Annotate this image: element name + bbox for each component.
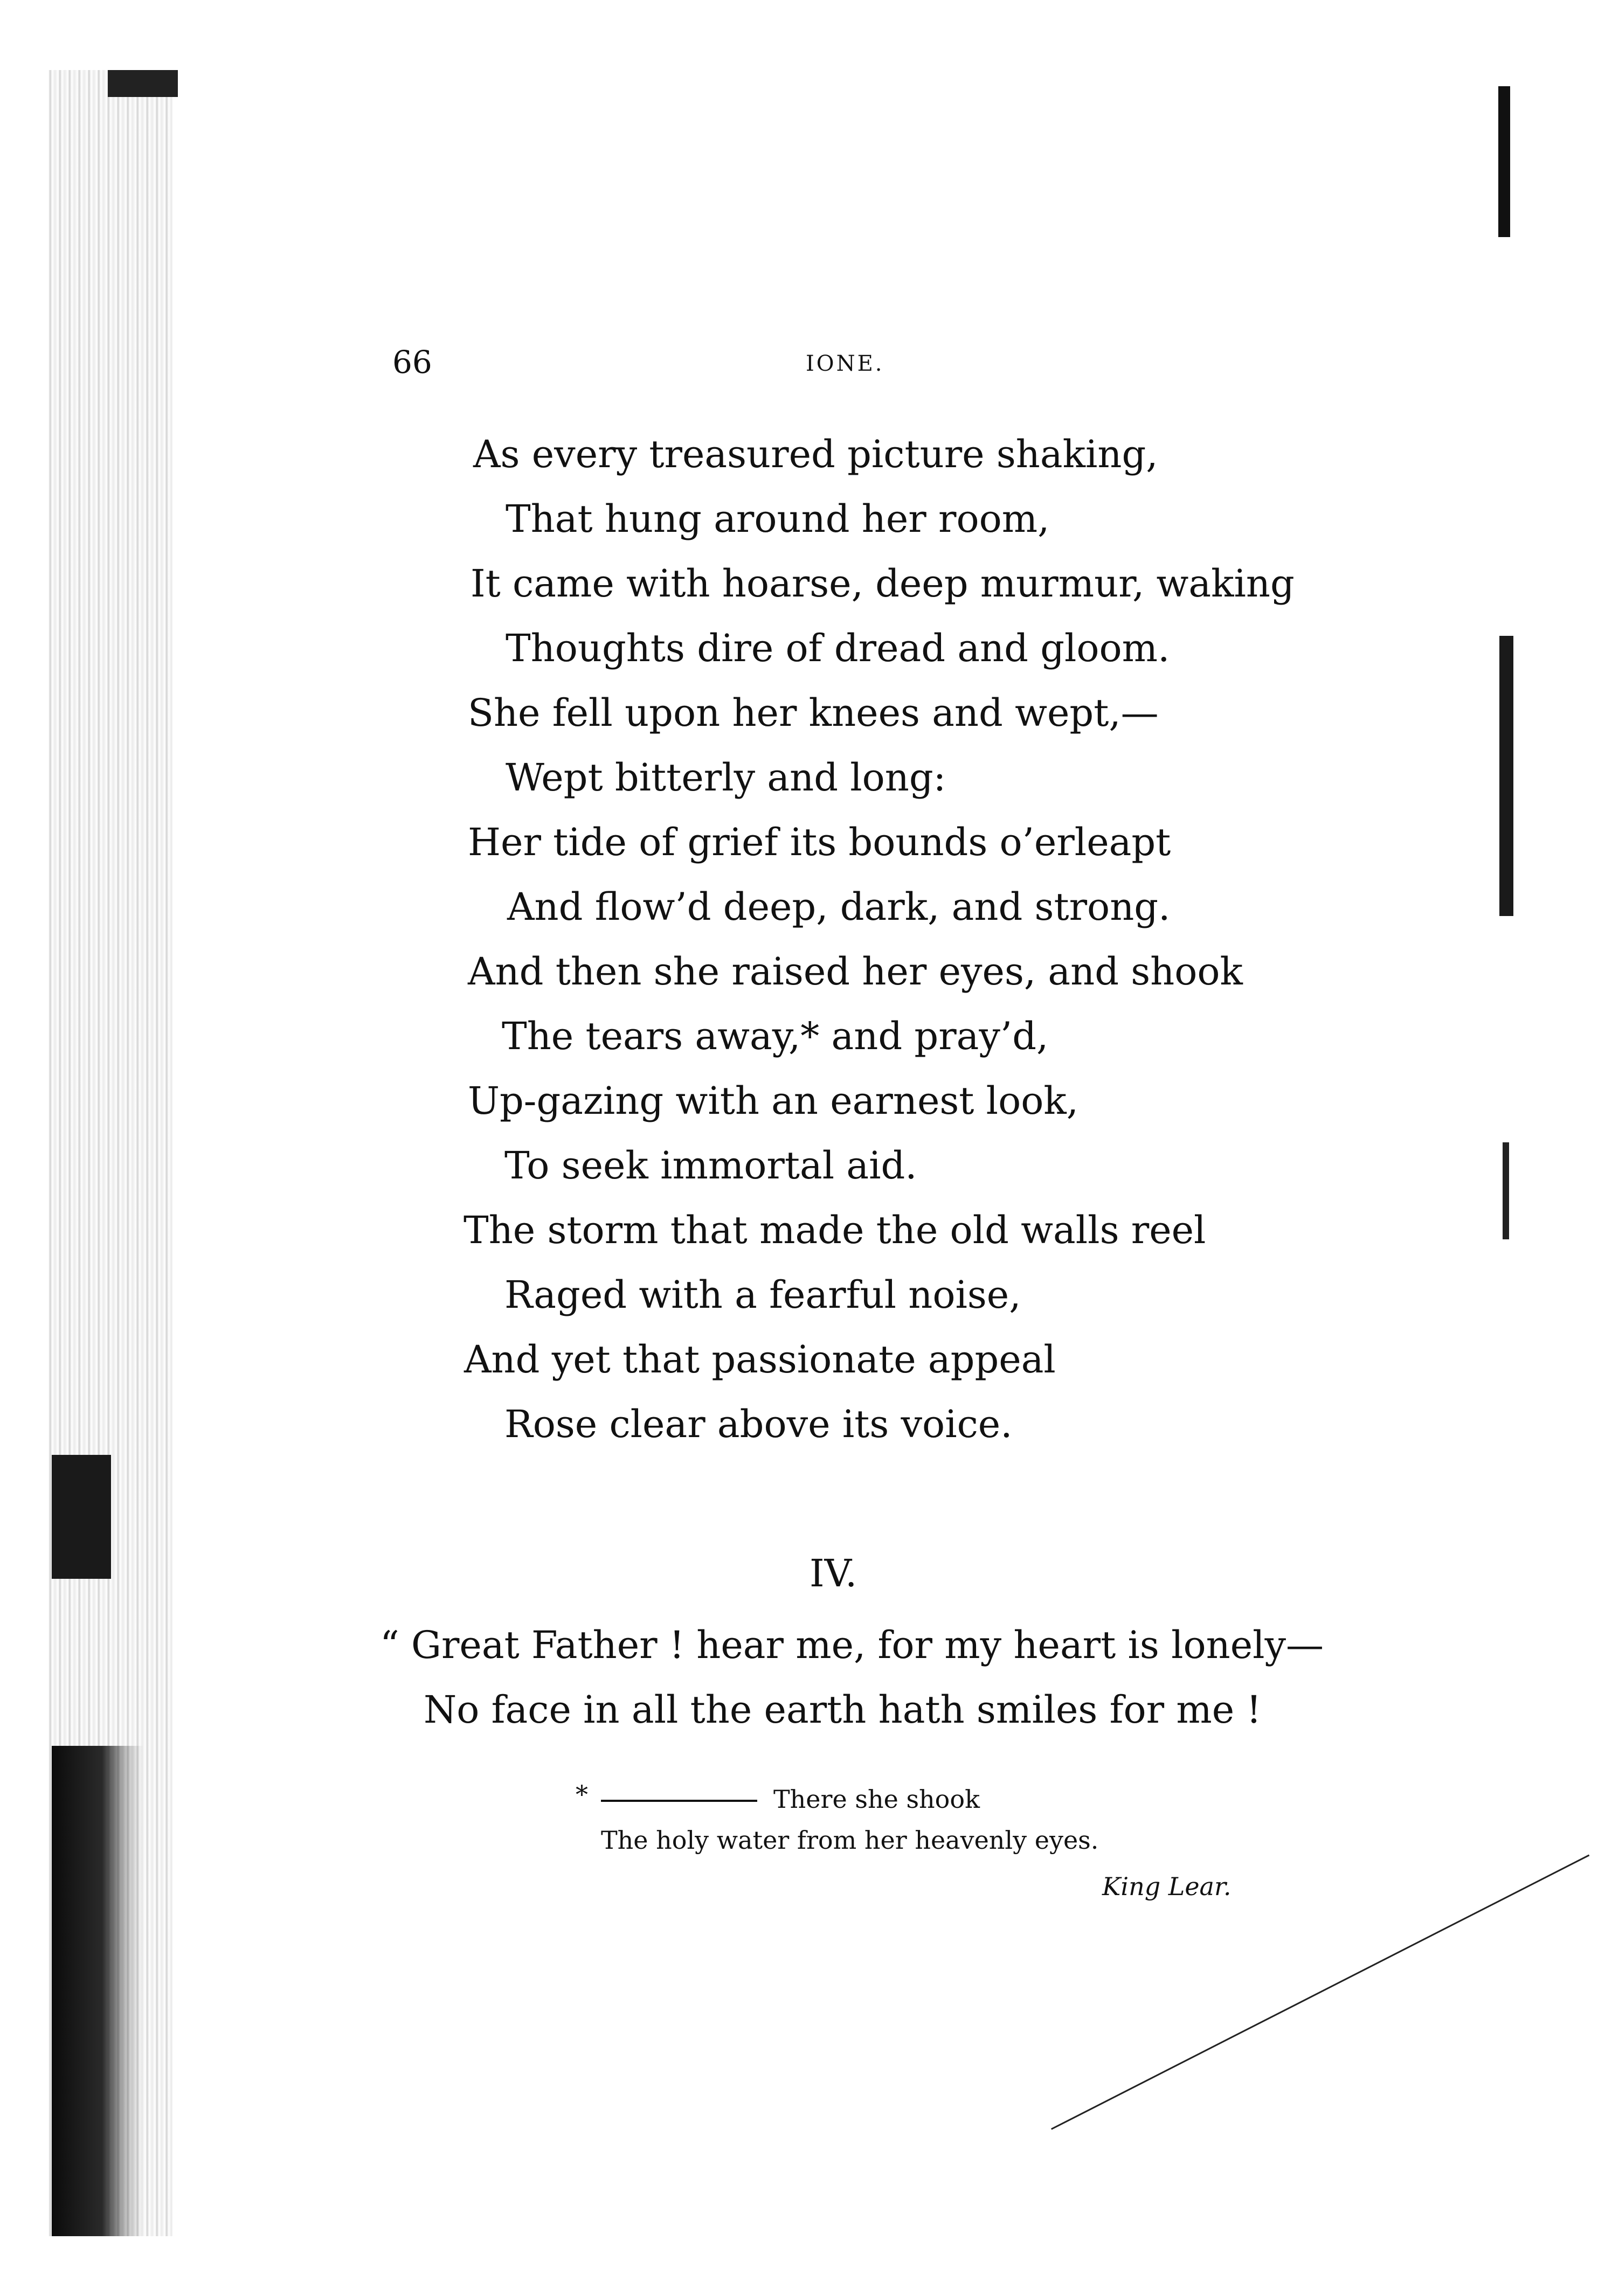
verse-line: That hung around her room, [506,497,1050,541]
binding-tab [108,70,178,97]
verse-line: Wept bitterly and long: [506,755,946,800]
right-edge-mark [1499,636,1513,916]
verse-line: And flow’d deep, dark, and strong. [507,885,1171,929]
verse-line: The tears away,* and pray’d, [502,1014,1049,1058]
verse-line: No face in all the earth hath smiles for me ! [424,1688,1262,1732]
verse-line: The storm that made the old walls reel [464,1208,1206,1252]
right-edge-mark [1503,1142,1509,1239]
page-number: 66 [392,344,432,380]
verse-line: Her tide of grief its bounds o’erleapt [468,820,1171,864]
verse-line: As every treasured picture shaking, [473,432,1158,476]
footnote-marker: * [576,1780,588,1809]
verse-line: And yet that passionate appeal [464,1337,1056,1382]
verse-line: Rose clear above its voice. [504,1402,1013,1446]
running-head: IONE. [806,351,884,376]
verse-line: Up-gazing with an earnest look, [468,1079,1079,1123]
verse-line: She fell upon her knees and wept,— [468,691,1159,735]
verse-line: Thoughts dire of dread and gloom. [506,626,1170,670]
footnote-rule [601,1800,757,1802]
right-edge-mark [1498,86,1510,237]
verse-line: Raged with a fearful noise, [504,1273,1021,1317]
verse-line: And then she raised her eyes, and shook [468,949,1243,994]
footnote-line: The holy water from her heavenly eyes. [601,1826,1099,1855]
verse-line: “ Great Father ! hear me, for my heart is lonely— [380,1623,1324,1667]
verse-line: It came with hoarse, deep murmur, waking [471,561,1295,606]
footnote-line: There she shook [773,1785,980,1814]
binding-dark-mark [52,1455,111,1579]
binding-dark-edge [52,1746,143,2236]
verse-line: To seek immortal aid. [504,1143,917,1188]
footnote-attribution: King Lear. [1102,1872,1232,1901]
section-heading: IV. [810,1551,857,1596]
